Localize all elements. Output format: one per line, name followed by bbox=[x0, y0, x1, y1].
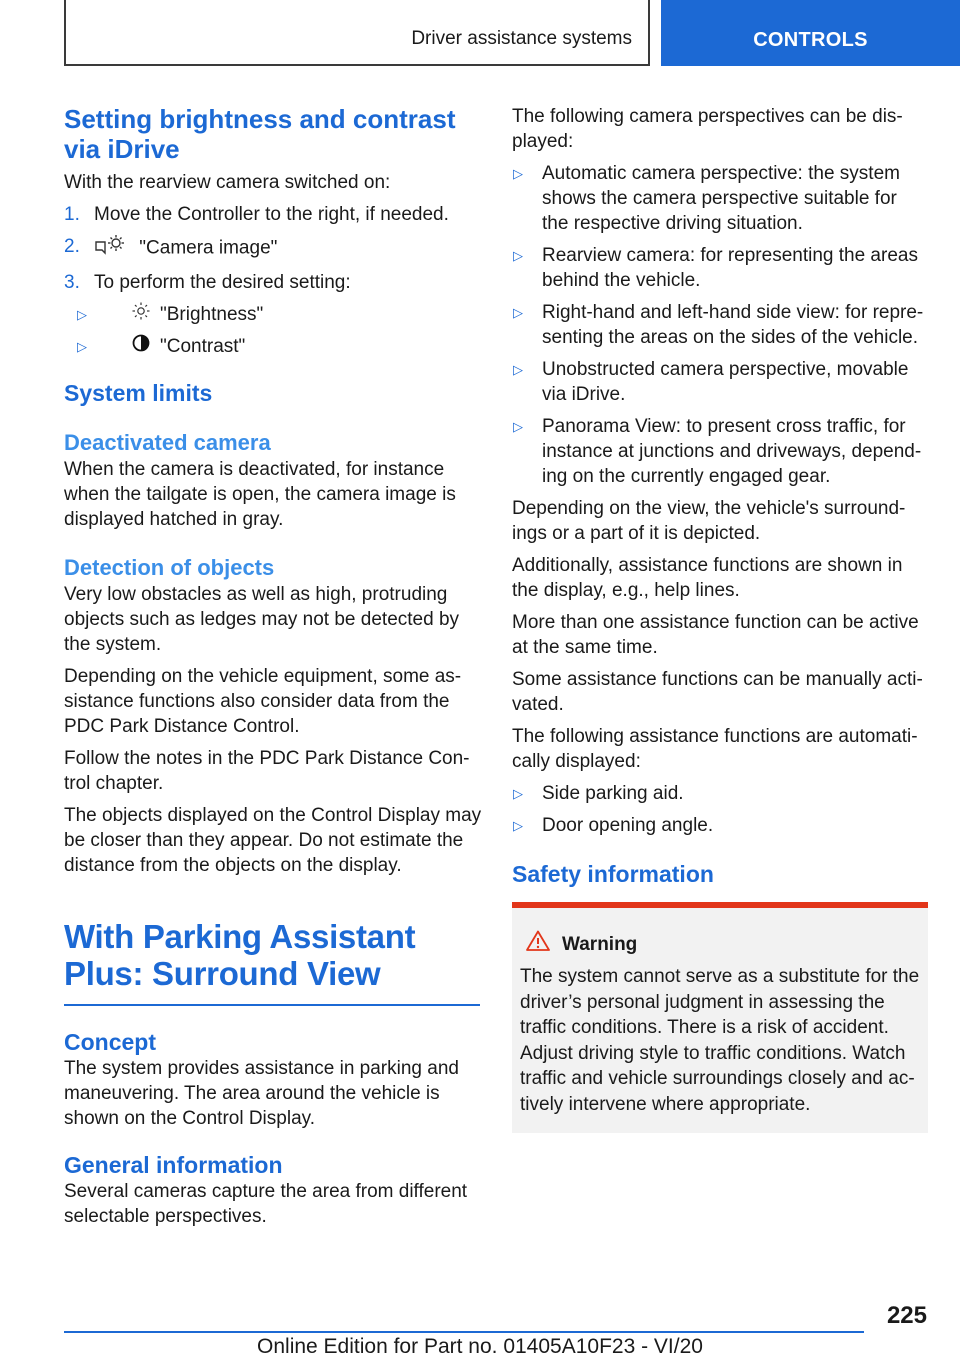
footer-rule bbox=[64, 1331, 864, 1333]
list-item-text: Door opening angle. bbox=[542, 815, 714, 836]
heading-safety-information: Safety information bbox=[512, 861, 714, 887]
detection-text: Depending on the vehicle equipment, some as-sistance functions also consider data from the PDC Park Distance Control. bbox=[64, 666, 462, 737]
list-item-text: Automatic camera perspective: the system shows the camera perspective suitable for the respective driving situation. bbox=[542, 163, 900, 234]
deactivated-text: When the camera is deactivated, for instance when the tailgate is open, the camera image is displayed hatched in gray. bbox=[64, 459, 456, 530]
list-item bbox=[512, 300, 928, 350]
heading-detection-objects: Detection of objects bbox=[64, 555, 275, 580]
step-number: 3. bbox=[64, 272, 80, 293]
step-number: 1. bbox=[64, 204, 80, 225]
section-title: Driver assistance systems bbox=[411, 28, 632, 49]
general-text: Several cameras capture the area from different selectable perspectives. bbox=[64, 1181, 468, 1227]
body-text: The following assistance functions are automati-cally displayed: bbox=[512, 726, 918, 772]
warning-box bbox=[512, 902, 928, 1133]
heading-rule bbox=[64, 1004, 480, 1006]
header-section-box bbox=[64, 0, 650, 66]
step-item bbox=[64, 234, 482, 263]
list-item-text: Rearview camera: for representing the areas behind the vehicle. bbox=[542, 245, 918, 291]
sub-item-contrast bbox=[76, 334, 482, 359]
chapter-title: CONTROLS bbox=[753, 29, 868, 51]
perspectives-list bbox=[512, 161, 928, 489]
heading-brightness-contrast: Setting brightness and contrast via iDrive bbox=[64, 104, 456, 164]
auto-functions-list bbox=[512, 781, 928, 838]
step-item bbox=[64, 202, 482, 227]
step-text: Move the Controller to the right, if needed. bbox=[94, 204, 449, 225]
warning-title: Warning bbox=[562, 933, 638, 955]
bullet-triangle-icon: ▷ bbox=[513, 166, 523, 181]
list-item-text: Panorama View: to present cross traffic, for instance at junctions and driveways, depend-ing on the currently engaged gear. bbox=[542, 416, 922, 487]
list-item bbox=[512, 357, 928, 407]
camera-settings-icon bbox=[94, 234, 124, 263]
list-item bbox=[512, 813, 928, 838]
step-item bbox=[64, 270, 482, 295]
right-column bbox=[512, 104, 928, 1133]
step-number: 2. bbox=[64, 236, 80, 257]
bullet-triangle-icon: ▷ bbox=[513, 419, 523, 434]
steps-list bbox=[64, 202, 482, 295]
settings-sublist bbox=[76, 302, 482, 359]
sub-item-brightness bbox=[76, 302, 482, 327]
page-number: 225 bbox=[886, 1302, 927, 1329]
warning-header bbox=[520, 930, 920, 958]
left-column bbox=[64, 104, 482, 1236]
step-text: "Camera image" bbox=[139, 237, 278, 259]
bullet-triangle-icon: ▷ bbox=[513, 305, 523, 320]
header-chapter-tab bbox=[661, 0, 960, 66]
list-item bbox=[512, 161, 928, 236]
bullet-triangle-icon: ▷ bbox=[77, 307, 87, 322]
heading-general-information: General information bbox=[64, 1152, 283, 1178]
warning-text: The system cannot serve as a substitute for the driver’s personal judgment in assessing the traffic conditions. There is a risk of accident. Adjust driving style to traffic conditions. Watch traffic and vehicle surroundings closely and ac-tively intervene where appropriate. bbox=[520, 966, 920, 1115]
bullet-triangle-icon: ▷ bbox=[513, 818, 523, 833]
intro-text: With the rearview camera switched on: bbox=[64, 172, 391, 193]
contrast-icon bbox=[132, 334, 150, 359]
heading-concept: Concept bbox=[64, 1029, 156, 1055]
step-text: To perform the desired setting: bbox=[94, 272, 351, 293]
sub-item-text: "Brightness" bbox=[160, 304, 264, 325]
footer-edition: Online Edition for Part no. 01405A10F23 - VI/20 bbox=[257, 1335, 703, 1358]
sub-item-text: "Contrast" bbox=[160, 336, 246, 357]
bullet-triangle-icon: ▷ bbox=[77, 339, 87, 354]
body-text: More than one assistance function can be active at the same time. bbox=[512, 612, 919, 658]
bullet-triangle-icon: ▷ bbox=[513, 248, 523, 263]
list-item bbox=[512, 781, 928, 806]
list-item-text: Right-hand and left-hand side view: for repre-senting the areas on the sides of the vehicle. bbox=[542, 302, 924, 348]
concept-text: The system provides assistance in parking and maneuvering. The area around the vehicle is shown on the Control Display. bbox=[64, 1058, 459, 1129]
detection-text: The objects displayed on the Control Display may be closer than they appear. Do not estimate the distance from the objects on the display. bbox=[64, 805, 482, 876]
list-item-text: Unobstructed camera perspective, movable via iDrive. bbox=[542, 359, 909, 405]
list-item bbox=[512, 243, 928, 293]
heading-system-limits: System limits bbox=[64, 380, 213, 406]
list-item-text: Side parking aid. bbox=[542, 783, 684, 804]
warning-triangle-icon bbox=[526, 930, 550, 958]
bullet-triangle-icon: ▷ bbox=[513, 362, 523, 377]
heading-deactivated-camera: Deactivated camera bbox=[64, 430, 271, 455]
bullet-triangle-icon: ▷ bbox=[513, 786, 523, 801]
detection-text: Follow the notes in the PDC Park Distance Con-trol chapter. bbox=[64, 748, 470, 794]
heading-parking-assistant: With Parking Assistant Plus: Surround View bbox=[64, 918, 416, 992]
list-item bbox=[512, 414, 928, 489]
brightness-icon bbox=[132, 302, 150, 327]
detection-text: Very low obstacles as well as high, protruding objects such as ledges may not be detected by the system. bbox=[64, 584, 460, 655]
body-text: Depending on the view, the vehicle's surround-ings or a part of it is depicted. bbox=[512, 498, 906, 544]
body-text: Additionally, assistance functions are shown in the display, e.g., help lines. bbox=[512, 555, 903, 601]
body-text: Some assistance functions can be manually acti-vated. bbox=[512, 669, 923, 715]
perspectives-intro: The following camera perspectives can be dis-played: bbox=[512, 106, 903, 152]
